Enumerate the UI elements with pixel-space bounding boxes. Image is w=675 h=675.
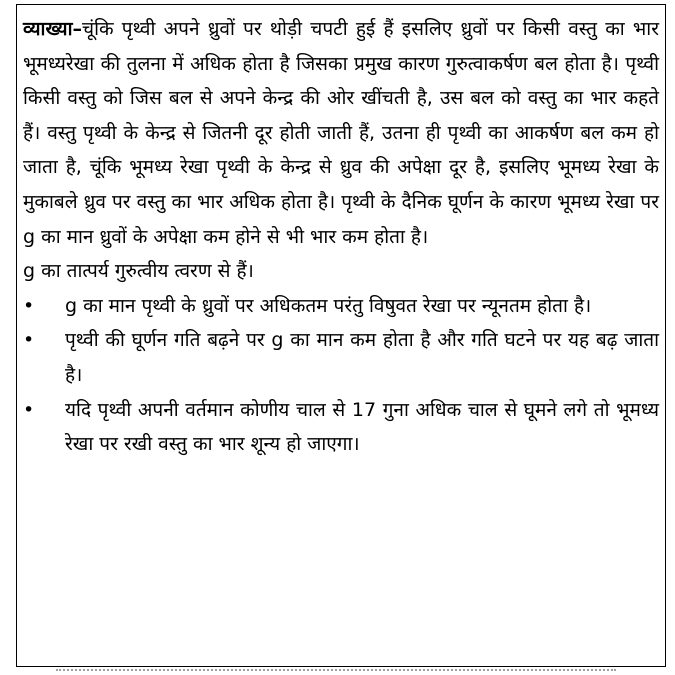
explanation-box	[16, 4, 666, 667]
explanation-lead: व्याख्या–	[23, 18, 82, 40]
list-item-text: पृथ्वी की घूर्णन गति बढ़ने पर g का मान कम होता है और गति घटने पर यह बढ़ जाता है।	[65, 329, 659, 386]
list-item-text: g का मान पृथ्वी के ध्रुवों पर अधिकतम परंतु विषुवत रेखा पर न्यूनतम होता है।	[65, 294, 592, 317]
list-item	[23, 323, 659, 392]
bullet-icon: •	[23, 329, 35, 352]
fact-list	[23, 289, 659, 462]
cropped-text-remnant	[56, 669, 616, 674]
explanation-paragraph	[23, 12, 659, 254]
list-item	[23, 393, 659, 462]
explanation-text: चूंकि पृथ्वी अपने ध्रुवों पर थोड़ी चपटी हुई हैं इसलिए ध्रुवों पर किसी वस्तु का भार भूमध्यरेखा की तुलना में अधिक होता है जिसका प्रमुख कारण गुरुत्वाकर्षण बल होता है। पृथ्वी किसी वस्तु को जिस बल से अपने केन्द्र की ओर खींचती है, उस बल को वस्तु का भार कहते हैं। वस्तु पृथ्वी के केन्द्र से जितनी दूर होती जाती हैं, उतना ही पृथ्वी का आकर्षण बल कम हो जाता है, चूंकि भूमध्य रेखा पृथ्वी के केन्द्र से ध्रुव की अपेक्षा दूर है, इसलिए भूमध्य रेखा के मुकाबले ध्रुव पर वस्तु का भार अधिक होता है। पृथ्वी के दैनिक घूर्णन के कारण भूमध्य रेखा पर g का मान ध्रुवों के अपेक्षा कम होने से भी भार कम होता है।	[23, 18, 659, 248]
list-item-text: यदि पृथ्वी अपनी वर्तमान कोणीय चाल से 17 गुना अधिक चाल से घूमने लगे तो भूमध्य रेखा पर रखी वस्तु का भार शून्य हो जाएगा।	[65, 398, 659, 456]
cropped-next-line	[16, 667, 666, 675]
g-meaning-line: g का तात्पर्य गुरुत्वीय त्वरण से हैं।	[23, 260, 254, 283]
list-item	[23, 289, 659, 324]
bullet-icon: •	[23, 398, 35, 421]
bullet-icon: •	[23, 294, 35, 317]
explanation-content	[23, 12, 659, 462]
